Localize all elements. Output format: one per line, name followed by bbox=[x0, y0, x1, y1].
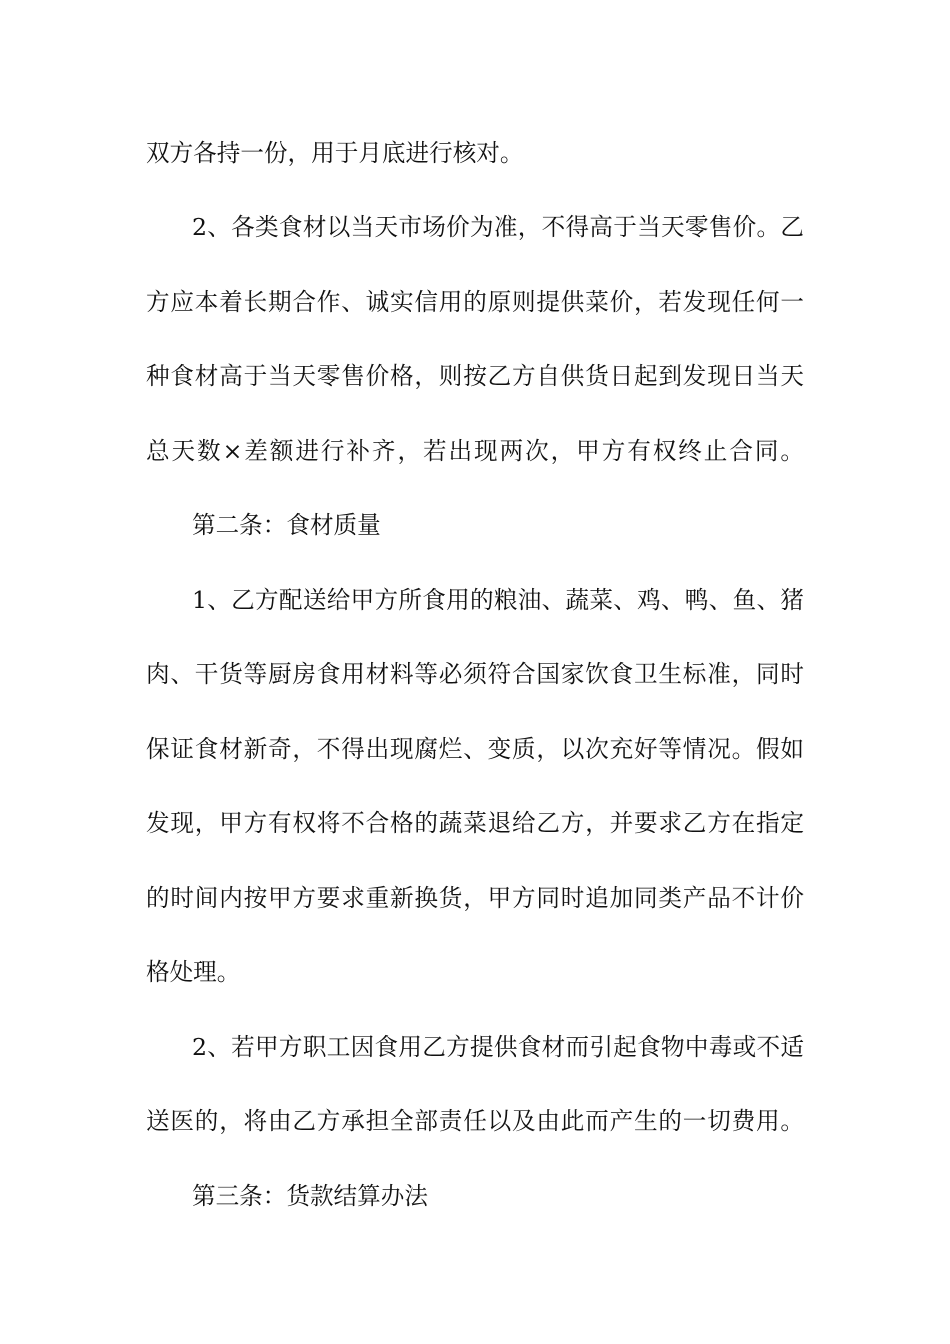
line-text: 双方各持一份，用于月底进行核对。 bbox=[146, 139, 524, 167]
line-text: 2、各类食材以当天市场价为准，不得高于当天零售价。乙 bbox=[192, 213, 805, 241]
line-text: 方应本着长期合作、诚实信用的原则提供菜价，若发现任何一 bbox=[146, 288, 805, 316]
paragraph-line bbox=[0, 1101, 950, 1141]
paragraph-line bbox=[0, 580, 950, 620]
paragraph-line bbox=[0, 1027, 950, 1067]
paragraph-line bbox=[0, 207, 950, 247]
paragraph-line bbox=[0, 878, 950, 918]
paragraph-line bbox=[0, 729, 950, 769]
line-text: 总天数×差额进行补齐，若出现两次，甲方有权终止合同。 bbox=[146, 437, 806, 465]
paragraph-line bbox=[0, 356, 950, 396]
section-heading bbox=[0, 505, 950, 545]
line-text: 2、若甲方职工因食用乙方提供食材而引起食物中毒或不适 bbox=[192, 1033, 805, 1061]
line-text: 发现，甲方有权将不合格的蔬菜退给乙方，并要求乙方在指定 bbox=[146, 809, 805, 837]
paragraph-line bbox=[0, 282, 950, 322]
paragraph-line bbox=[0, 133, 950, 173]
paragraph-line bbox=[0, 431, 950, 471]
line-text: 肉、干货等厨房食用材料等必须符合国家饮食卫生标准，同时 bbox=[146, 660, 805, 688]
paragraph-line bbox=[0, 803, 950, 843]
line-text: 保证食材新奇，不得出现腐烂、变质，以次充好等情况。假如 bbox=[146, 735, 805, 763]
paragraph-line bbox=[0, 654, 950, 694]
paragraph-line bbox=[0, 952, 950, 992]
line-text: 1、乙方配送给甲方所食用的粮油、蔬菜、鸡、鸭、鱼、猪 bbox=[192, 586, 805, 614]
line-text: 第三条：货款结算办法 bbox=[192, 1182, 428, 1210]
line-text: 的时间内按甲方要求重新换货，甲方同时追加同类产品不计价 bbox=[146, 884, 805, 912]
section-heading bbox=[0, 1176, 950, 1216]
line-text: 格处理。 bbox=[146, 958, 241, 986]
line-text: 第二条：食材质量 bbox=[192, 511, 381, 539]
line-text: 种食材高于当天零售价格，则按乙方自供货日起到发现日当天 bbox=[146, 362, 805, 390]
line-text: 送医的，将由乙方承担全部责任以及由此而产生的一切费用。 bbox=[146, 1107, 805, 1135]
